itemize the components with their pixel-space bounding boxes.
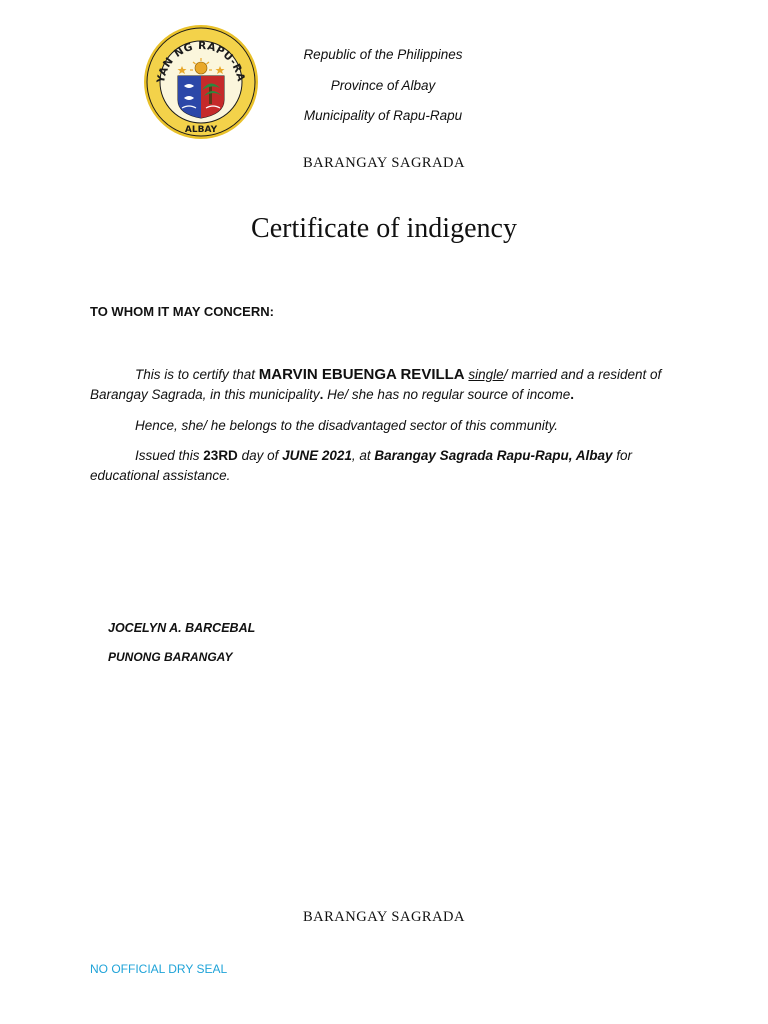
- footer-barangay: BARANGAY SAGRADA: [302, 909, 466, 925]
- civil-status-selected: single: [468, 367, 504, 382]
- recipient-name: MARVIN EBUENGA REVILLA: [258, 366, 465, 383]
- header-province: Province of Albay: [330, 78, 436, 93]
- para1-income: He/ she has no regular source of income: [323, 387, 571, 402]
- para3-lead: Issued this: [135, 448, 204, 463]
- document-title: Certificate of indigency: [251, 213, 517, 244]
- certification-paragraph: This is to certify that MARVIN EBUENGA REVILLA single/ married and a resident of Barangay Sagrada, in this municipality. He/ she has no regular source of income.: [90, 366, 662, 402]
- signatory-title: PUNONG BARANGAY: [108, 650, 233, 664]
- header-country: Republic of the Philippines: [303, 47, 463, 62]
- seal-graphic: [142, 24, 260, 140]
- para3-tail: for educational assistance.: [90, 448, 632, 483]
- issuance-paragraph: Issued this 23RD day of JUNE 2021, at Barangay Sagrada Rapu-Rapu, Albay for educational assistance.: [90, 448, 632, 483]
- seal-bottom-text: ALBAY: [184, 125, 218, 135]
- seal-top-text: YAN NG RAPU-RA: [155, 39, 247, 84]
- municipal-seal: [142, 24, 260, 140]
- salutation: TO WHOM IT MAY CONCERN:: [90, 304, 274, 319]
- dry-seal-note: NO OFFICIAL DRY SEAL: [90, 962, 228, 976]
- signatory-name: JOCELYN A. BARCEBAL: [108, 621, 256, 635]
- header-barangay: BARANGAY SAGRADA: [302, 155, 466, 171]
- para2-text: Hence, she/ he belongs to the disadvantaged sector of this community.: [135, 418, 558, 433]
- issue-month-year: JUNE 2021: [282, 448, 352, 463]
- para1-status-rest: / married and a resident of Barangay Sagrada, in this municipality: [90, 367, 662, 402]
- issue-day: 23RD: [203, 448, 238, 463]
- header-municipality: Municipality of Rapu-Rapu: [303, 108, 463, 123]
- issue-place: Barangay Sagrada Rapu-Rapu, Albay: [374, 448, 613, 463]
- para1-lead: This is to certify that: [135, 367, 259, 382]
- sector-paragraph: [90, 416, 680, 436]
